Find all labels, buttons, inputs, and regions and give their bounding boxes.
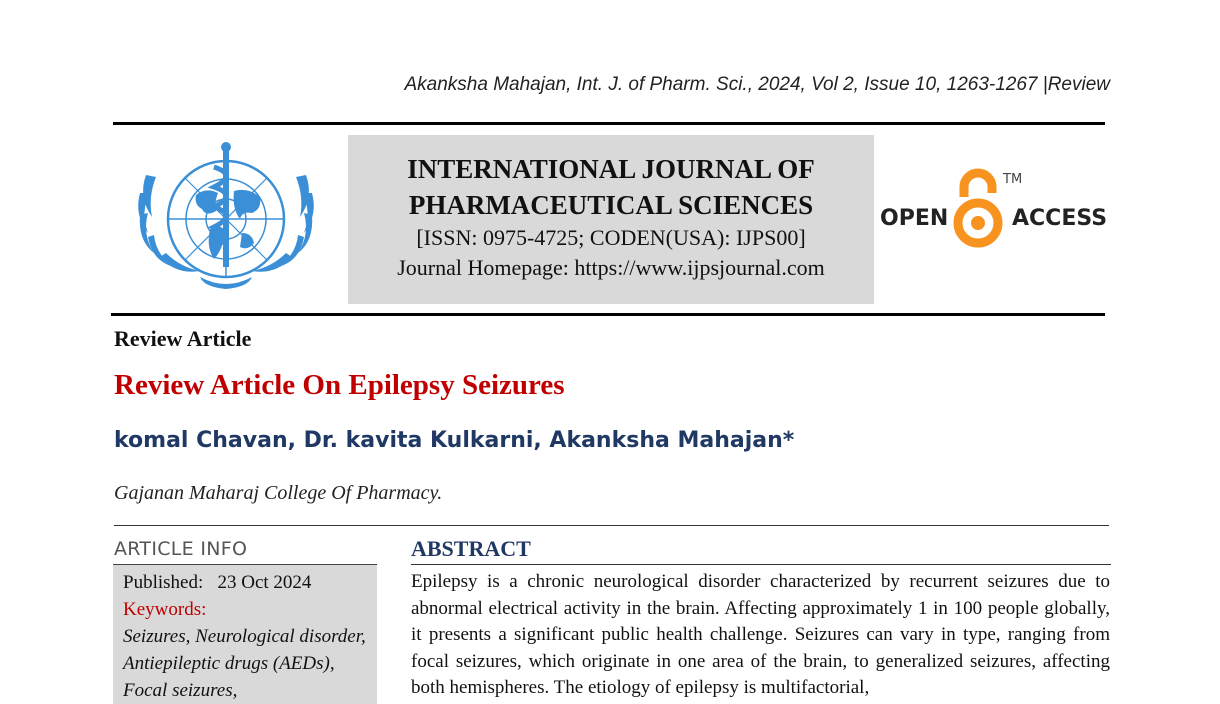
article-type-label: Review Article bbox=[114, 326, 252, 351]
header-rule-bottom bbox=[111, 313, 1105, 316]
journal-issn: [ISSN: 0975-4725; CODEN(USA): IJPS00] bbox=[416, 225, 806, 250]
abstract-rule bbox=[411, 564, 1111, 565]
keywords-label: Keywords: bbox=[123, 599, 207, 620]
open-access-logo bbox=[880, 165, 1110, 255]
article-info-box bbox=[113, 564, 377, 704]
article-authors: komal Chavan, Dr. kavita Kulkarni, Akanksha Mahajan* bbox=[114, 428, 795, 453]
trademark-mark: TM bbox=[1003, 172, 1023, 187]
divider-rule bbox=[114, 525, 1109, 526]
article-info-heading: ARTICLE INFO bbox=[114, 538, 248, 560]
abstract-heading: ABSTRACT bbox=[411, 536, 531, 561]
journal-title-line1: INTERNATIONAL JOURNAL OF bbox=[407, 154, 815, 184]
abstract-text: Epilepsy is a chronic neurological disorder characterized by recurrent seizures due to abnormal electrical activity in the brain. Affecting approximately 1 in 100 people globally, it presents a significant public health challenge. Seizures can vary in type, ranging from focal seizures, which originate in one area of the brain, to generalized seizures, affecting both hemispheres. The etiology of epilepsy is multifactorial, bbox=[411, 571, 1110, 698]
open-access-word1: OPEN bbox=[880, 206, 949, 231]
journal-masthead bbox=[348, 135, 874, 304]
article-title: Review Article On Epilepsy Seizures bbox=[114, 369, 565, 401]
running-head: Akanksha Mahajan, Int. J. of Pharm. Sci., 2024, Vol 2, Issue 10, 1263-1267 |Review bbox=[404, 74, 1110, 95]
article-affiliation: Gajanan Maharaj College Of Pharmacy. bbox=[114, 482, 443, 504]
who-emblem-logo bbox=[126, 137, 326, 307]
header-rule-top bbox=[113, 122, 1105, 125]
published-date: 23 Oct 2024 bbox=[217, 572, 312, 593]
published-label: Published: bbox=[123, 572, 204, 593]
journal-title-line2: PHARMACEUTICAL SCIENCES bbox=[408, 190, 814, 220]
journal-homepage: Journal Homepage: https://www.ijpsjournal.com bbox=[397, 255, 825, 280]
open-access-word2: ACCESS bbox=[1012, 206, 1108, 231]
published-line bbox=[123, 569, 367, 596]
keywords-value: Seizures, Neurological disorder, Antiepileptic drugs (AEDs), Focal seizures, bbox=[123, 626, 366, 701]
